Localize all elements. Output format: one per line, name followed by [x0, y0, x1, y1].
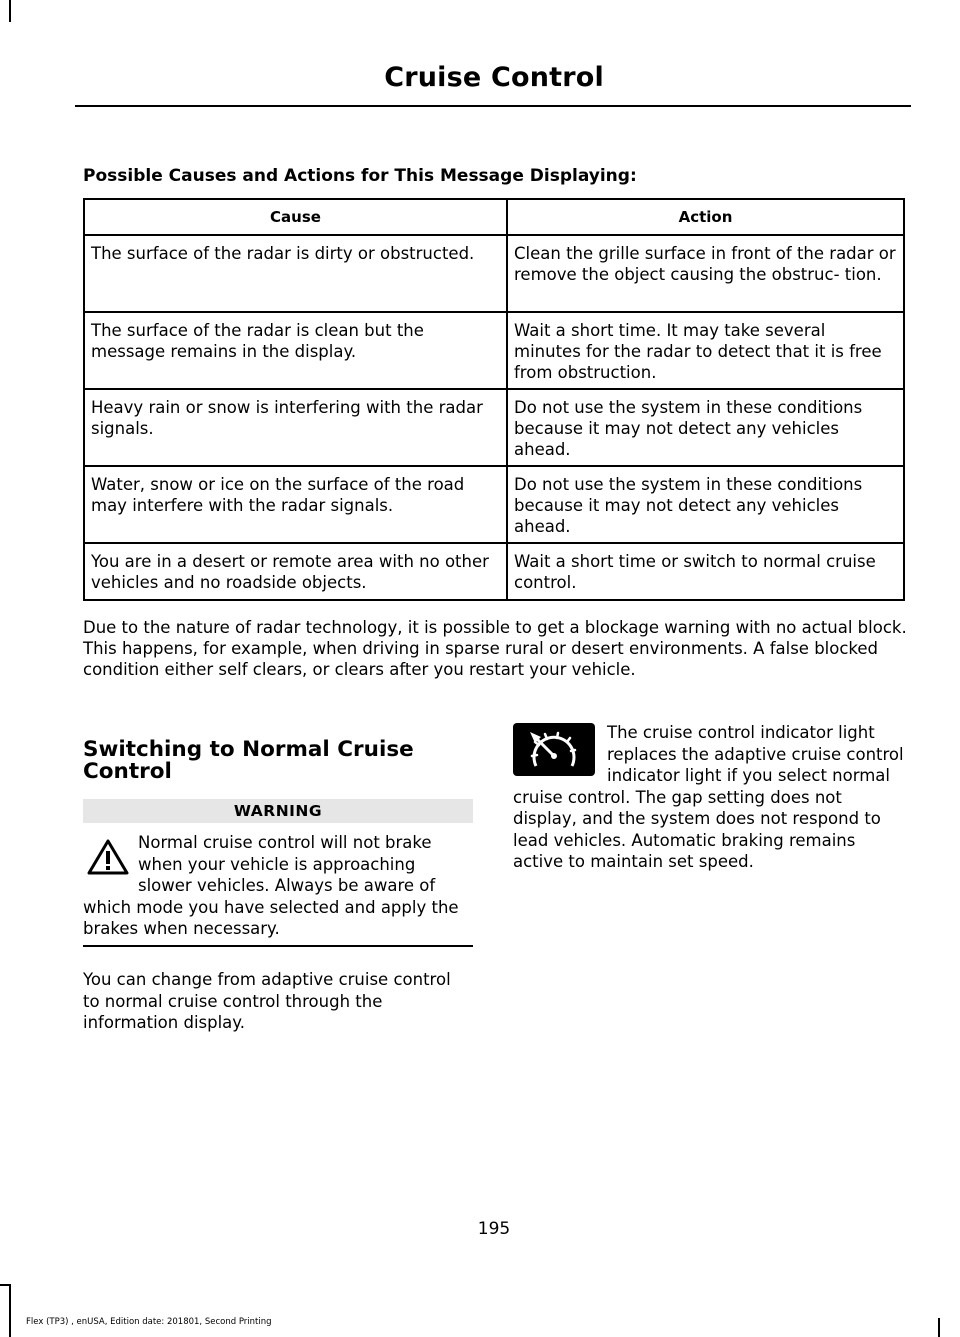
action-cell: Wait a short time. It may take several minutes for the radar to detect that it is free from obstruction.	[507, 312, 904, 389]
crop-mark-bottom-left-h	[0, 1284, 10, 1286]
indicator-text-block	[513, 722, 907, 873]
cause-cell: The surface of the radar is dirty or obstructed.	[84, 235, 507, 312]
action-cell: Do not use the system in these conditions because it may not detect any vehicles ahead.	[507, 389, 904, 466]
section-title: Switching to Normal Cruise Control	[83, 737, 414, 784]
table-header-cause: Cause	[84, 199, 507, 235]
cause-cell: You are in a desert or remote area with no other vehicles and no roadside objects.	[84, 543, 507, 600]
warning-text: Normal cruise control will not brake when your vehicle is approaching slower vehicles. Always be aware of which mode you have selected and apply the brakes when necessary.	[83, 833, 459, 938]
crop-mark-top-left	[9, 0, 11, 22]
table-heading: Possible Causes and Actions for This Message Displaying:	[83, 166, 637, 186]
warning-icon-space	[83, 832, 138, 894]
footer-edition: Flex (TP3) , enUSA, Edition date: 201801, Second Printing	[26, 1317, 272, 1327]
crop-mark-bottom-right	[938, 1318, 940, 1337]
action-cell: Wait a short time or switch to normal cruise control.	[507, 543, 904, 600]
table-row	[84, 543, 904, 600]
indicator-text: The cruise control indicator light replaces the adaptive cruise control indicator light if you select normal cruise control. The gap setting does not display, and the system does not respond to lead vehicles. Automatic braking remains active to maintain set speed.	[513, 723, 904, 871]
warning-rule	[83, 945, 473, 947]
table-row	[84, 389, 904, 466]
table-row	[84, 312, 904, 389]
page-title: Cruise Control	[384, 62, 604, 93]
warning-label: WARNING	[83, 799, 473, 823]
cause-cell: Heavy rain or snow is interfering with the radar signals.	[84, 389, 507, 466]
crop-mark-bottom-left	[9, 1284, 11, 1337]
cause-cell: The surface of the radar is clean but the message remains in the display.	[84, 312, 507, 389]
blockage-paragraph: Due to the nature of radar technology, it is possible to get a blockage warning with no actual block. This happens, for example, when driving in sparse rural or desert environments. A false blocked condition either self clears, or clears after you restart your vehicle.	[83, 618, 907, 679]
page-number: 195	[477, 1219, 511, 1239]
action-cell: Do not use the system in these conditions because it may not detect any vehicles ahead.	[507, 466, 904, 543]
table-header-action: Action	[507, 199, 904, 235]
header-rule	[75, 105, 911, 107]
causes-actions-table	[83, 198, 905, 601]
table-row	[84, 466, 904, 543]
action-cell: Clean the grille surface in front of the radar or remove the object causing the obstruc- tion.	[507, 235, 904, 312]
cause-cell: Water, snow or ice on the surface of the road may interfere with the radar signals.	[84, 466, 507, 543]
change-mode-text: You can change from adaptive cruise control to normal cruise control through the information display.	[83, 970, 451, 1032]
indicator-icon-space	[513, 722, 607, 784]
table-row	[84, 235, 904, 312]
warning-text-block	[83, 832, 473, 940]
